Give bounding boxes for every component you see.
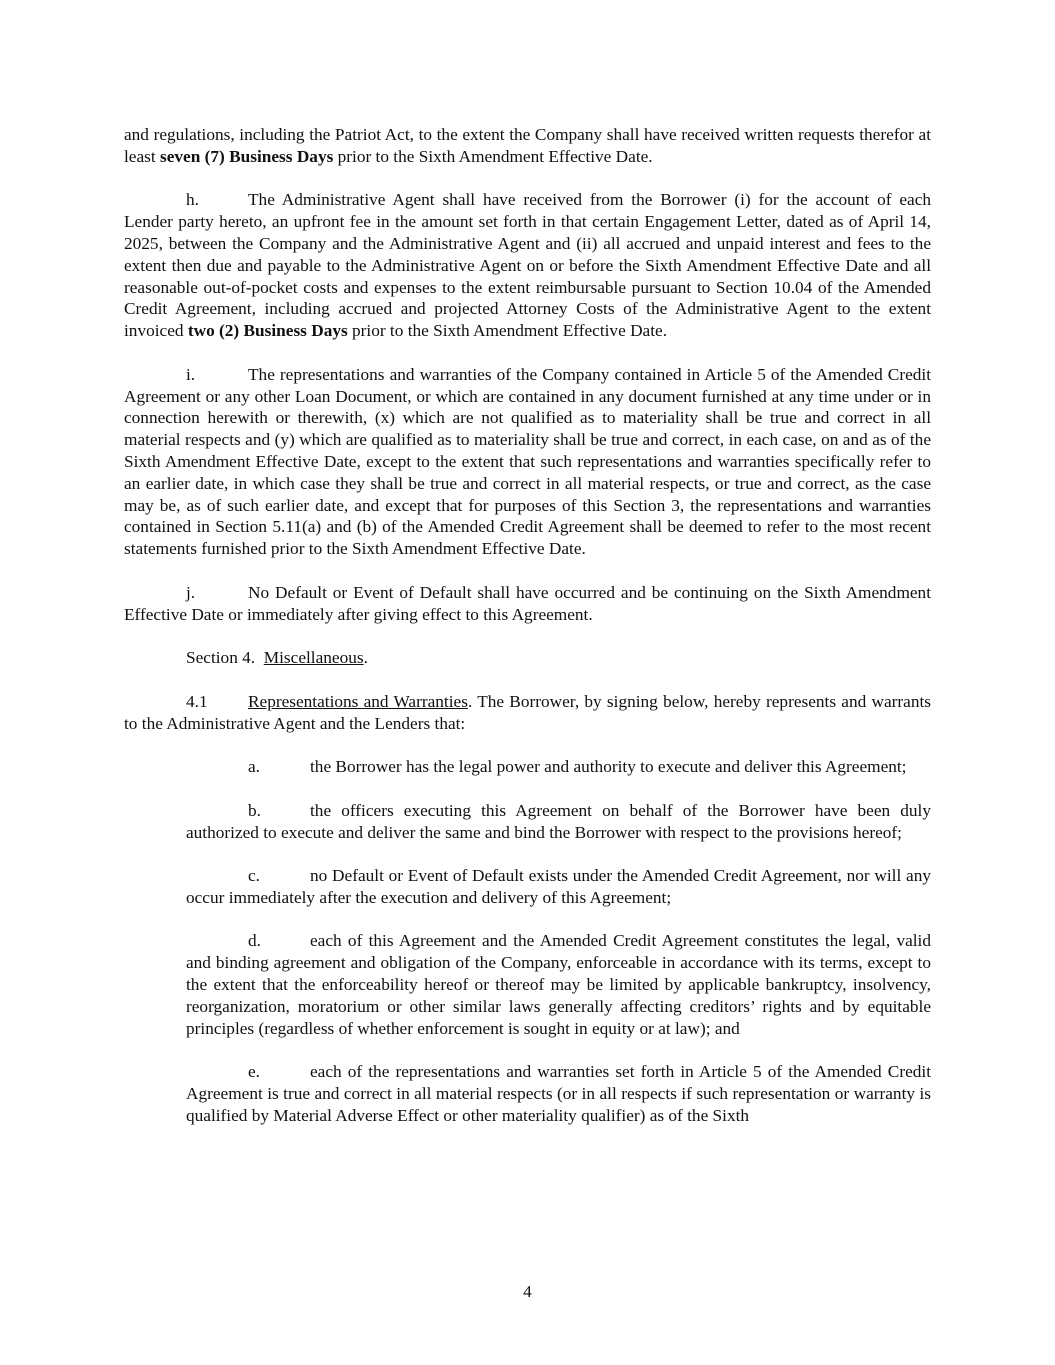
list-item-c: c. no Default or Event of Default exists under the Amended Credit Agreement, nor will any occur immediately after the execution and delivery of this Agreement;	[186, 866, 931, 907]
list-item-b: b. the officers executing this Agreement on behalf of the Borrower have been duly authorized to execute and deliver the same and bind the Borrower with respect to the provisions hereof;	[186, 800, 931, 842]
document-page	[124, 124, 931, 1127]
item-label: c.	[248, 866, 260, 886]
list-item-a: a. the Borrower has the legal power and authority to execute and deliver this Agreement;	[248, 757, 907, 777]
clause-j: j. No Default or Event of Default shall have occurred and be continuing on the Sixth Amendment Effective Date or immediately after giving effect to this Agreement.	[124, 582, 931, 624]
clause-label: j.	[186, 582, 196, 602]
clause-label: h.	[186, 190, 199, 210]
list-item-d: d. each of this Agreement and the Amended Credit Agreement constitutes the legal, valid and binding agreement and obligation of the Company, enforceable in accordance with its terms, except to the extent that the enforceability hereof or thereof may be limited by applicable bankruptcy, insolvency, reorganization, moratorium or other similar laws generally affecting creditors’ rights and by equitable principles (regardless of whether enforcement is sought in equity or at law); and	[186, 931, 931, 1038]
item-label: a.	[248, 757, 260, 777]
subsection-4-1: 4.1 Representations and Warranties. The Borrower, by signing below, hereby represents and warrants to the Administrative Agent and the Lenders that:	[124, 691, 932, 733]
section-4-heading: Section 4. Miscellaneous.	[186, 648, 368, 668]
list-item-e: e. each of the representations and warranties set forth in Article 5 of the Amended Credit Agreement is true and correct in all material respects (or in all respects if such representation or warranty is qualified by Material Adverse Effect or other materiality qualifier) as of the Sixth	[186, 1062, 931, 1125]
paragraph-continuation: and regulations, including the Patriot Act, to the extent the Company shall have received written requests therefor at least seven (7) Business Days prior to the Sixth Amendment Effective Date.	[124, 125, 931, 166]
clause-i: i. The representations and warranties of the Company contained in Article 5 of the Amended Credit Agreement or any other Loan Document, or which are contained in any document furnished at any time under or in connection herewith or therewith, (x) which are not qualified as to materiality shall be true and correct in all material respects and (y) which are qualified as to materiality shall be true and correct, in each case, on and as of the Sixth Amendment Effective Date, except to the extent that such representations and warranties specifically refer to an earlier date, in which case they shall be true and correct in all material respects, or true and correct, as the case may be, as of such earlier date, and except that for purposes of this Section 3, the representations and warranties contained in Section 5.11(a) and (b) of the Amended Credit Agreement shall be deemed to refer to the most recent statements furnished prior to the Sixth Amendment Effective Date.	[124, 364, 931, 559]
page-number: 4	[523, 1282, 532, 1301]
bold-term: two (2) Business Days	[187, 321, 348, 341]
subsection-title: Representations and Warranties	[248, 691, 468, 711]
section-title: Miscellaneous	[263, 648, 364, 668]
clause-label: i.	[186, 364, 196, 384]
clause-label: 4.1	[186, 691, 208, 711]
item-label: e.	[248, 1062, 260, 1082]
item-label: b.	[248, 800, 261, 820]
clause-h: h. The Administrative Agent shall have received from the Borrower (i) for the account of each Lender party hereto, an upfront fee in the amount set forth in that certain Engagement Letter, dated as of April 14, 2025, between the Company and the Administrative Agent and (ii) all accrued and unpaid interest and fees to the extent then due and payable to the Administrative Agent on or before the Sixth Amendment Effective Date and all reasonable out-of-pocket costs and expenses to the extent reimbursable pursuant to Section 10.04 of the Amended Credit Agreement, including accrued and projected Attorney Costs of the Administrative Agent to the extent invoiced two (2) Business Days prior to the Sixth Amendment Effective Date.	[124, 190, 931, 341]
bold-term: seven (7) Business Days	[160, 146, 334, 166]
item-label: d.	[248, 931, 261, 951]
